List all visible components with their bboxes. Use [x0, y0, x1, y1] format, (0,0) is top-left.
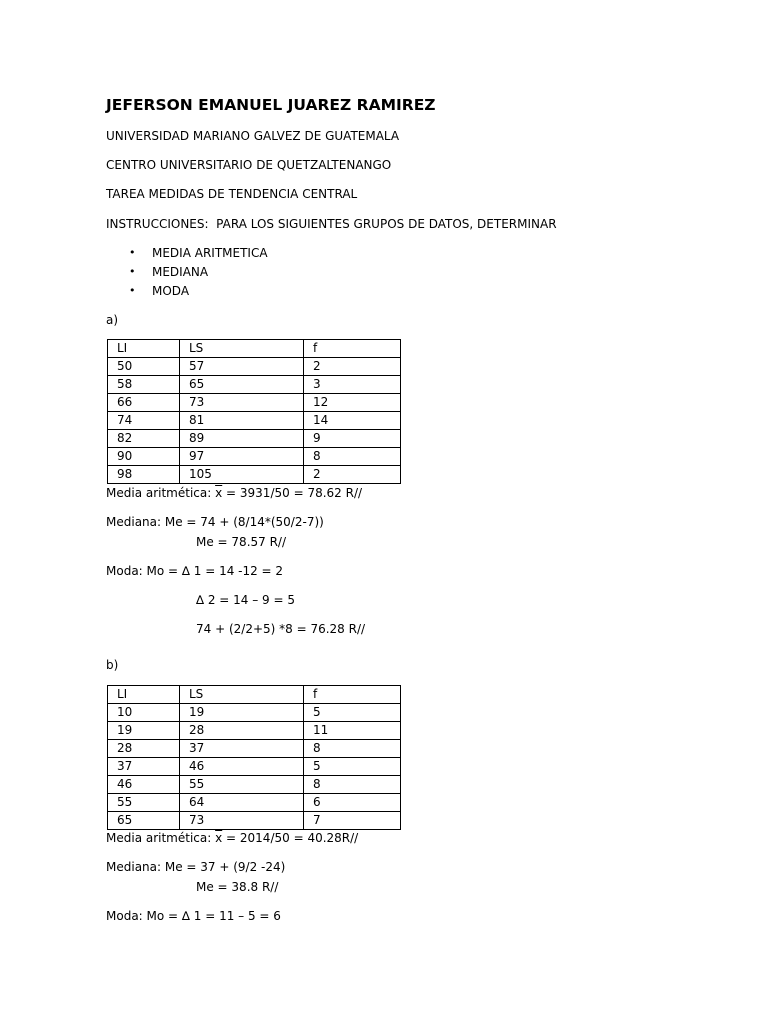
x-bar-symbol: $\overline{x}$: [215, 831, 223, 845]
frequency-table-a: [107, 339, 401, 484]
bullet-icon: •: [129, 246, 136, 259]
header-cell-ls: LS: [180, 340, 304, 358]
university-name: UNIVERSIDAD MARIANO GALVEZ DE GUATEMALA: [106, 129, 400, 143]
table-cell: 55: [108, 794, 180, 812]
table-row: [108, 394, 401, 412]
moda-line-2-a: ∆ 2 = 14 – 9 = 5: [196, 593, 296, 607]
section-a-label: a): [106, 313, 119, 327]
x-bar-symbol: $\overline{x}$: [215, 486, 223, 500]
table-row: [108, 448, 401, 466]
mediana-line-2-a: Me = 78.57 R//: [196, 535, 287, 549]
table-cell: 8: [304, 740, 401, 758]
table-cell: 46: [180, 758, 304, 776]
table-cell: 65: [180, 376, 304, 394]
table-cell: 8: [304, 448, 401, 466]
section-b-label: b): [106, 658, 119, 672]
table-cell: 2: [304, 358, 401, 376]
bullet-icon: •: [129, 284, 136, 297]
table-cell: 5: [304, 704, 401, 722]
table-cell: 28: [108, 740, 180, 758]
table-cell: 66: [108, 394, 180, 412]
table-cell: 105: [180, 466, 304, 484]
table-cell: 19: [108, 722, 180, 740]
table-cell: 50: [108, 358, 180, 376]
mediana-line-1-b: Mediana: Me = 37 + (9/2 -24): [106, 860, 286, 874]
media-aritmetica-b: [106, 830, 358, 846]
mediana-line-1-a: Mediana: Me = 74 + (8/14*(50/2-7)): [106, 515, 324, 529]
media-label: Media aritmética:: [106, 486, 216, 500]
table-cell: 57: [180, 358, 304, 376]
table-cell: 28: [180, 722, 304, 740]
media-value: = 2014/50 = 40.28R//: [222, 831, 359, 845]
table-row: [108, 722, 401, 740]
table-row: [108, 794, 401, 812]
header-cell-f: f: [304, 686, 401, 704]
table-cell: 8: [304, 776, 401, 794]
mediana-line-2-b: Me = 38.8 R//: [196, 880, 279, 894]
table-row: [108, 358, 401, 376]
table-row: [108, 812, 401, 830]
bullet-icon: •: [129, 265, 136, 278]
media-label: Media aritmética:: [106, 831, 216, 845]
table-row: [108, 704, 401, 722]
table-cell: 5: [304, 758, 401, 776]
table-cell: 9: [304, 430, 401, 448]
table-row: [108, 376, 401, 394]
table-cell: 2: [304, 466, 401, 484]
header-cell-ls: LS: [180, 686, 304, 704]
table-cell: 64: [180, 794, 304, 812]
table-row: [108, 412, 401, 430]
table-cell: 7: [304, 812, 401, 830]
table-cell: 55: [180, 776, 304, 794]
table-cell: 98: [108, 466, 180, 484]
frequency-table-b: [107, 685, 401, 830]
table-cell: 12: [304, 394, 401, 412]
header-cell-f: f: [304, 340, 401, 358]
table-header-row: [108, 686, 401, 704]
table-cell: 37: [108, 758, 180, 776]
list-item: MEDIANA: [152, 265, 209, 279]
table-cell: 19: [180, 704, 304, 722]
table-cell: 65: [108, 812, 180, 830]
table-cell: 11: [304, 722, 401, 740]
table-row: [108, 430, 401, 448]
table-row: [108, 758, 401, 776]
table-cell: 58: [108, 376, 180, 394]
center-name: CENTRO UNIVERSITARIO DE QUETZALTENANGO: [106, 158, 392, 172]
media-value: = 3931/50 = 78.62 R//: [222, 486, 363, 500]
table-cell: 74: [108, 412, 180, 430]
table-row: [108, 466, 401, 484]
table-cell: 82: [108, 430, 180, 448]
list-item: MODA: [152, 284, 190, 298]
table-cell: 90: [108, 448, 180, 466]
header-cell-li: LI: [108, 340, 180, 358]
author-name: JEFERSON EMANUEL JUAREZ RAMIREZ: [106, 96, 436, 114]
table-cell: 73: [180, 812, 304, 830]
assignment-title: TAREA MEDIDAS DE TENDENCIA CENTRAL: [106, 187, 358, 201]
table-cell: 73: [180, 394, 304, 412]
list-item: MEDIA ARITMETICA: [152, 246, 268, 260]
table-cell: 37: [180, 740, 304, 758]
header-cell-li: LI: [108, 686, 180, 704]
table-row: [108, 740, 401, 758]
media-aritmetica-a: [106, 485, 362, 501]
table-row: [108, 776, 401, 794]
moda-line-1-b: Moda: Mo = ∆ 1 = 11 – 5 = 6: [106, 909, 281, 923]
table-header-row: [108, 340, 401, 358]
table-cell: 10: [108, 704, 180, 722]
table-cell: 89: [180, 430, 304, 448]
table-cell: 3: [304, 376, 401, 394]
table-cell: 81: [180, 412, 304, 430]
table-cell: 14: [304, 412, 401, 430]
instructions-text: INSTRUCCIONES: PARA LOS SIGUIENTES GRUPOS DE DATOS, DETERMINAR: [106, 217, 557, 231]
table-cell: 46: [108, 776, 180, 794]
table-cell: 97: [180, 448, 304, 466]
moda-line-1-a: Moda: Mo = ∆ 1 = 14 -12 = 2: [106, 564, 284, 578]
moda-line-3-a: 74 + (2/2+5) *8 = 76.28 R//: [196, 622, 366, 636]
table-cell: 6: [304, 794, 401, 812]
